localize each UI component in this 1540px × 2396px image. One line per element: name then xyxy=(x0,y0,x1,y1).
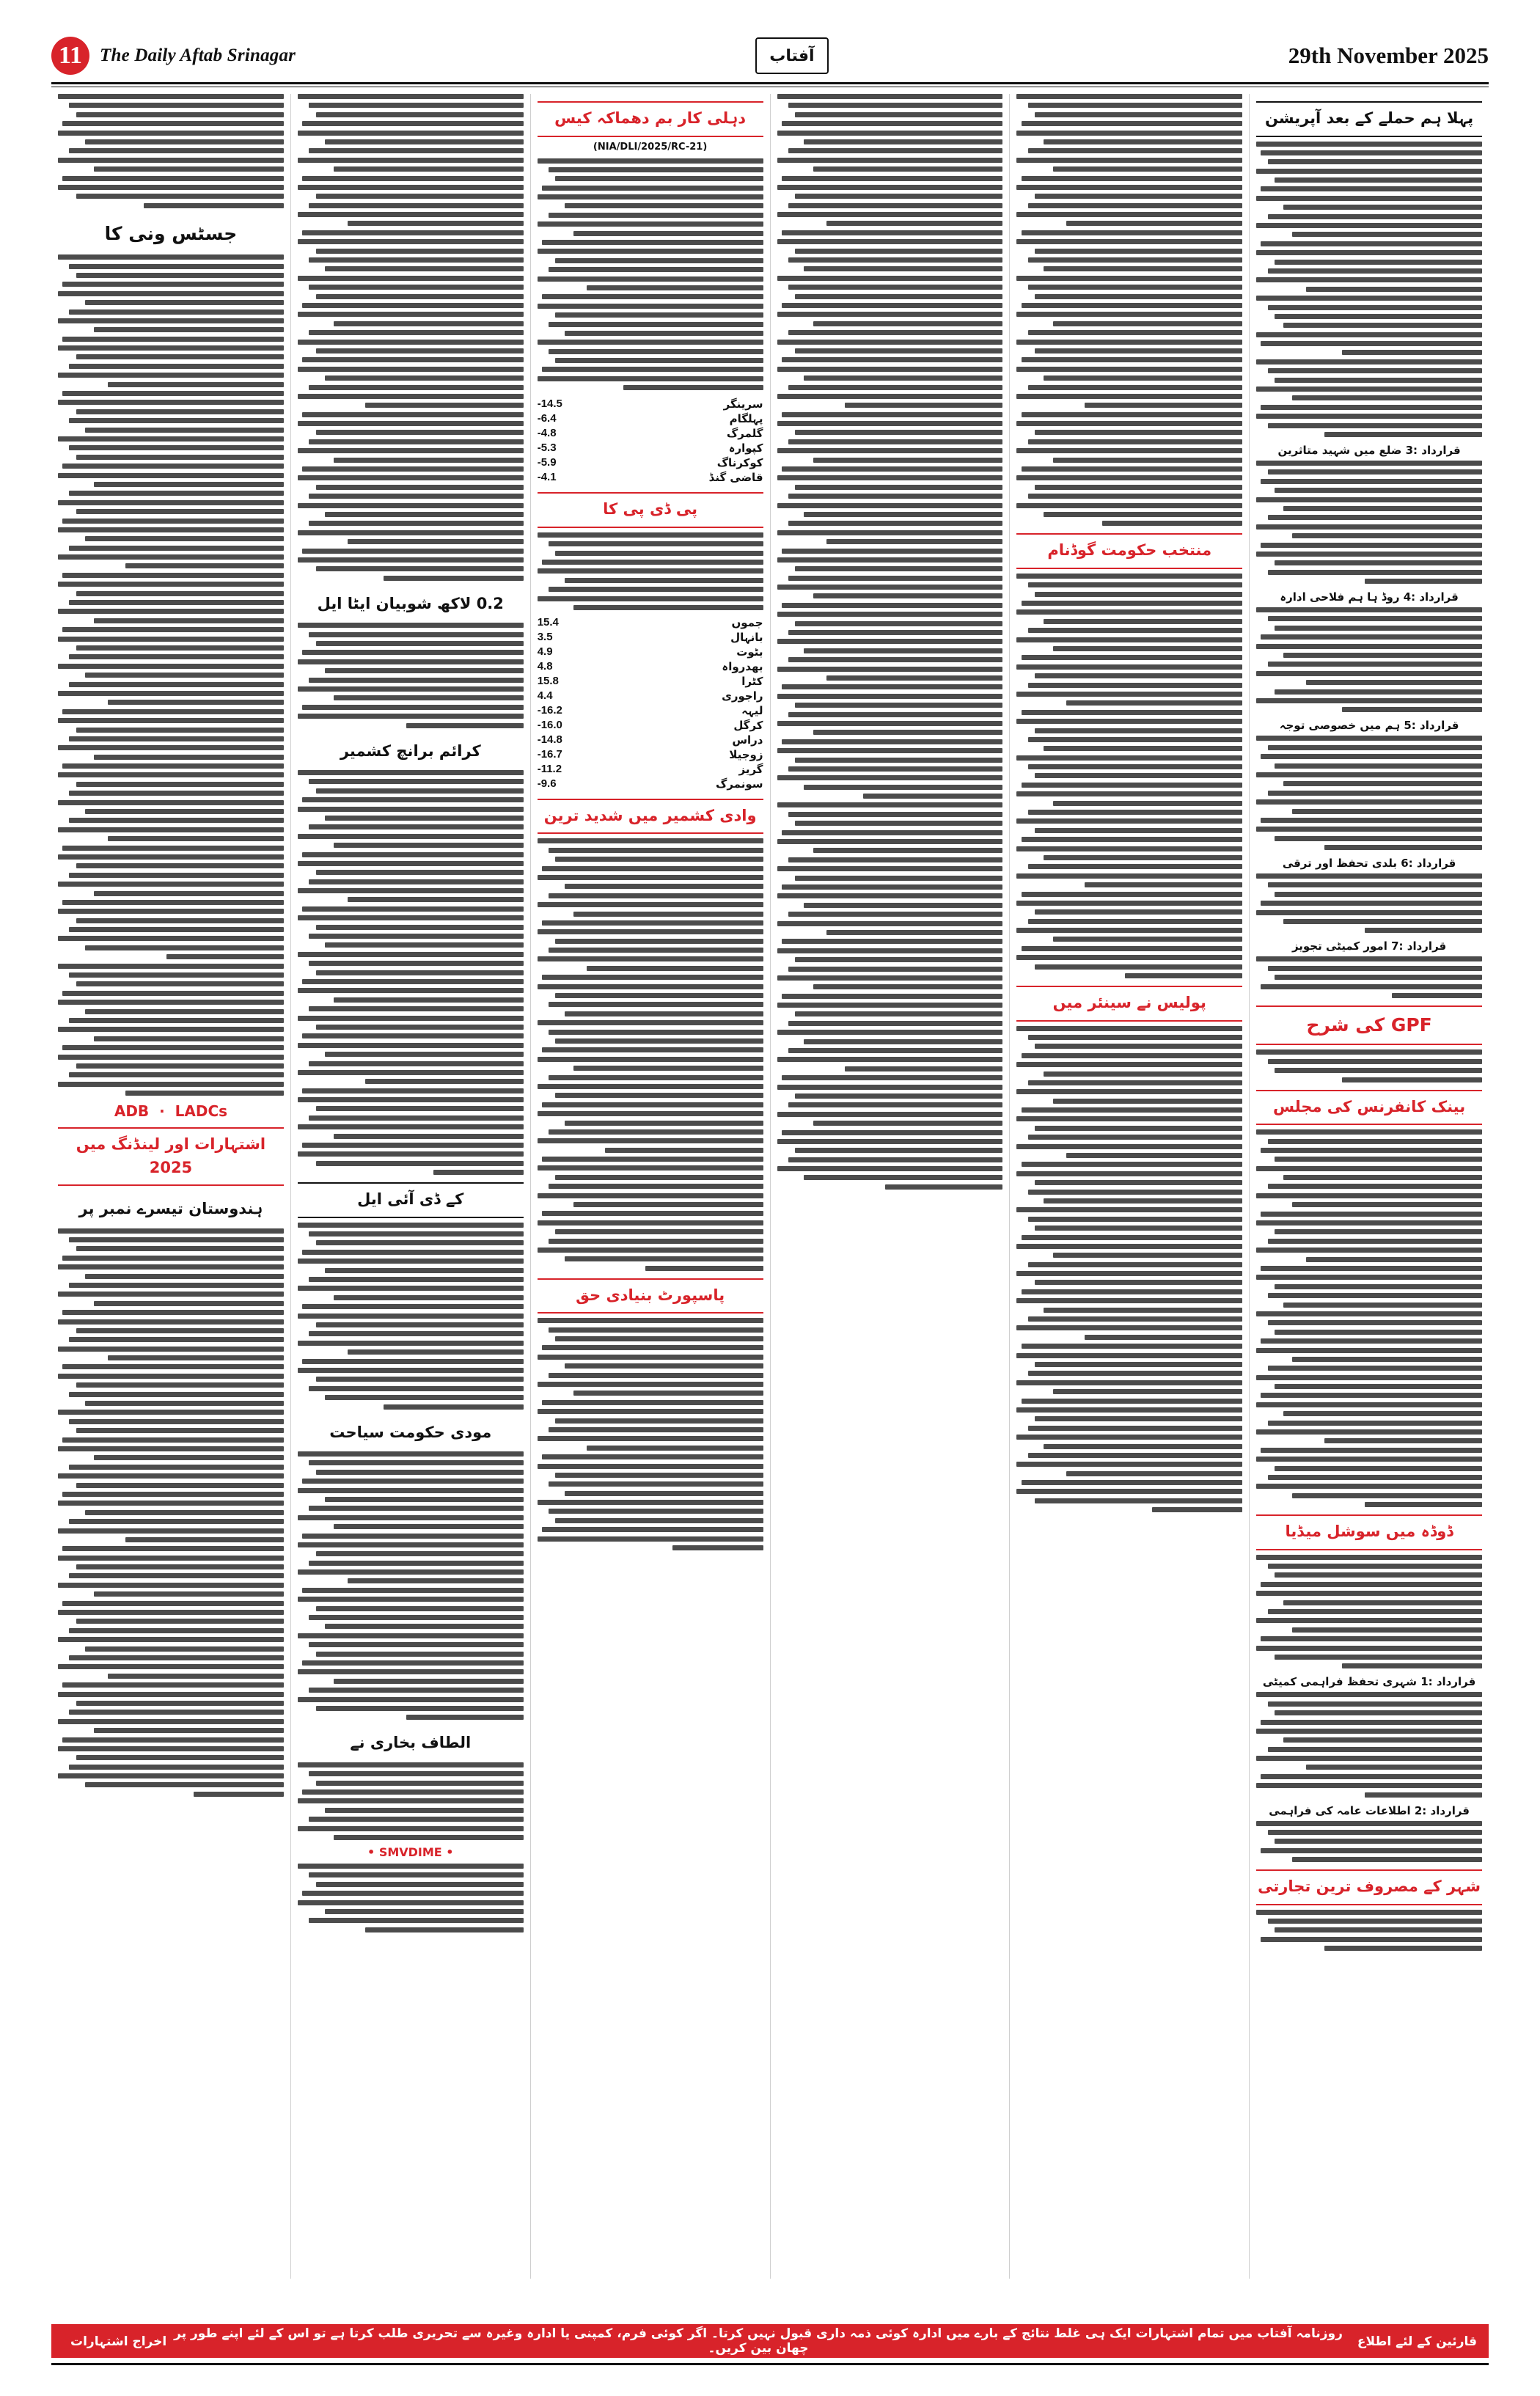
article-body xyxy=(1256,1555,1482,1669)
temp-value: 3.5 xyxy=(537,630,553,643)
article-body xyxy=(1256,873,1482,933)
article-body xyxy=(1256,1049,1482,1082)
article-body xyxy=(538,158,763,391)
headline-justice-wani: جسٹس ونی کا xyxy=(104,222,238,244)
table-row xyxy=(538,397,763,411)
resolution-4-heading: قرارداد :4 روڈ ہا ہم فلاحی ادارہ xyxy=(1280,590,1459,604)
article-body xyxy=(298,1223,524,1410)
column-5 xyxy=(290,94,530,2279)
temp-value: 16.0- xyxy=(537,718,562,731)
article-body xyxy=(58,254,284,1096)
temp-value: 11.2- xyxy=(537,762,562,775)
case-number: (NIA/DLI/2025/RC-21) xyxy=(593,141,708,153)
resolution-7-heading: قرارداد :7 امور کمیٹی تجویز xyxy=(1291,939,1447,953)
place-name: لیہہ xyxy=(741,703,763,717)
resolution-3-heading: قرارداد :3 ضلع میں شہید متاثرین xyxy=(1277,444,1461,457)
place-name: بٹوت xyxy=(736,645,763,659)
temp-value: 14.8- xyxy=(537,733,562,746)
place-name: کٹرا xyxy=(741,674,763,688)
temp-value: 5.3- xyxy=(537,442,557,455)
table-row xyxy=(538,645,763,659)
place-name: پہلگام xyxy=(729,412,763,426)
place-name: زوجیلا xyxy=(729,747,763,761)
table-row xyxy=(538,455,763,470)
table-row xyxy=(538,441,763,455)
article-body xyxy=(298,1864,524,1932)
table-row xyxy=(538,689,763,703)
place-name: گلمرگ xyxy=(726,427,763,441)
place-name: کپوارہ xyxy=(728,442,763,455)
table-row xyxy=(538,777,763,791)
article-body xyxy=(538,838,763,1270)
temp-value: 4.4 xyxy=(537,689,553,702)
place-name: دراس xyxy=(732,733,763,747)
temp-value: 6.4- xyxy=(537,412,557,425)
table-row xyxy=(538,411,763,426)
headline-gpf-rate: GPF کی شرح xyxy=(1256,1005,1482,1046)
column-2 xyxy=(1009,94,1249,2279)
article-body xyxy=(777,94,1003,1190)
paper-name: The Daily Aftab Srinagar xyxy=(100,45,296,65)
article-body xyxy=(538,1318,763,1550)
place-name: قاضی گنڈ xyxy=(708,471,763,485)
headline-busy-market: شہر کے مصروف ترین تجارتی xyxy=(1256,1869,1482,1905)
aftab-logo-icon: آفتاب xyxy=(755,37,829,74)
adb-label: ADB xyxy=(114,1102,150,1121)
article-body xyxy=(1256,461,1482,584)
column-grid xyxy=(51,94,1489,2279)
place-name: گریز xyxy=(738,762,763,776)
place-name: کرگل xyxy=(733,718,763,732)
headline-operation: پہلا ہم حملے کے بعد آپریشن xyxy=(1256,101,1482,137)
article-body xyxy=(298,1762,524,1840)
article-body xyxy=(1256,1910,1482,1952)
temp-value: 4.1- xyxy=(537,471,557,484)
headline-kdil: کے ڈی آئی ایل xyxy=(298,1182,524,1218)
headline-modi-tourism: مودی حکومت سیاحت xyxy=(329,1423,492,1441)
place-name: کوکرناگ xyxy=(716,456,763,470)
place-name: جموں xyxy=(731,615,763,629)
article-body xyxy=(298,770,524,1175)
article-body xyxy=(1256,607,1482,712)
headline-bank-conference: بینک کانفرنس کی مجلس xyxy=(1256,1090,1482,1126)
article-body xyxy=(1256,956,1482,998)
article-body xyxy=(58,94,284,208)
page-number: 11 xyxy=(51,37,89,75)
headline-delhi-car-blast: دہلی کار بم دھماکہ کیس xyxy=(538,101,763,137)
article-body xyxy=(1016,574,1242,978)
temp-value: 4.9 xyxy=(537,645,553,658)
readers-notice-label: قارئین کے لئے اطلاع xyxy=(1357,2334,1477,2349)
table-row xyxy=(538,674,763,689)
temp-value: 15.4 xyxy=(537,615,559,629)
table-row xyxy=(538,718,763,733)
table-row xyxy=(538,733,763,747)
headline-doda-social-media: ڈوڈہ میں سوشل میڈیا xyxy=(1256,1514,1482,1550)
article-body xyxy=(298,1451,524,1720)
table-row xyxy=(538,703,763,718)
table-row xyxy=(538,630,763,645)
resolution-5-heading: قرارداد :5 ہم میں خصوصی توجہ xyxy=(1279,719,1459,733)
headline-shopian-etal: 0.2 لاکھ شوبیان ایٹا ایل xyxy=(317,594,504,612)
article-body xyxy=(1256,142,1482,438)
headline-crime-branch: کرائم برانچ کشمیر xyxy=(340,741,481,760)
headline-valley-cold: وادی کشمیر میں شدید ترین xyxy=(538,799,763,835)
adb-ladcs-label: ADB · LADCs xyxy=(114,1102,228,1121)
resolution-1-heading: قرارداد :1 شہری تحفظ فراہمی کمیٹی xyxy=(1262,1675,1476,1689)
article-body xyxy=(1016,94,1242,526)
table-row xyxy=(538,426,763,441)
place-name: بھدرواہ xyxy=(722,659,763,673)
masthead-left xyxy=(51,37,296,75)
column-3 xyxy=(770,94,1010,2279)
temp-value: 15.8 xyxy=(537,674,559,687)
place-name: بانہال xyxy=(730,630,763,644)
table-row xyxy=(538,615,763,630)
temp-value: 14.5- xyxy=(537,397,562,411)
temp-value: 4.8- xyxy=(537,427,557,440)
temp-value: 16.2- xyxy=(537,703,562,717)
article-body xyxy=(298,623,524,728)
masthead xyxy=(51,32,1489,79)
ladcs-label: LADCs xyxy=(175,1102,228,1121)
smvdime-label: • SMVDIME • xyxy=(367,1844,454,1859)
temp-value: 4.8 xyxy=(537,659,553,673)
temperature-table xyxy=(538,397,763,485)
footer-rule xyxy=(51,2363,1489,2365)
headline-india-third: ہندوستان تیسرے نمبر پر xyxy=(78,1200,263,1218)
article-body xyxy=(58,1228,284,1797)
place-name: سرینگر xyxy=(723,397,763,411)
table-row xyxy=(538,470,763,485)
place-name: راجوری xyxy=(722,689,763,703)
temp-value: 9.6- xyxy=(537,777,557,790)
headline-police-senior: پولیس نے سینئر میں xyxy=(1016,986,1242,1022)
footer-notice-banner xyxy=(51,2324,1489,2358)
temp-value: 16.7- xyxy=(537,747,562,761)
article-body xyxy=(538,532,763,610)
footer-notice-text: روزنامہ آفتاب میں تمام اشتہارات ایک ہی غلط نتائج کے بارے میں ادارہ کوئی ذمہ داری قبول نہیں کرتا۔ اگر کوئی فرم، کمپنی یا ادارہ وغیرہ سے تحریری طلب کرتا ہے تو اس کے لئے اپنے طور پر چھان بین کریں۔ xyxy=(174,2326,1343,2356)
column-1 xyxy=(1249,94,1489,2279)
resolution-6-heading: قرارداد :6 بلدی تحفظ اور ترقی xyxy=(1282,857,1456,871)
headline-pdp: پی ڈی پی کا xyxy=(538,492,763,528)
article-body xyxy=(1256,1692,1482,1797)
column-4 xyxy=(530,94,770,2279)
article-body xyxy=(1256,1129,1482,1507)
article-body xyxy=(1256,736,1482,850)
headline-elected-government: منتخب حکومت گوڈنام xyxy=(1016,533,1242,569)
headline-passport-right: پاسپورٹ بنیادی حق xyxy=(538,1278,763,1314)
table-row xyxy=(538,747,763,762)
resolution-2-heading: قرارداد :2 اطلاعات عامہ کی فراہمی xyxy=(1269,1803,1470,1817)
temp-value: 5.9- xyxy=(537,456,557,469)
ads-tag: اخراج اشتہارات xyxy=(70,2334,167,2349)
issue-date: 29th November 2025 xyxy=(1288,43,1489,68)
place-name: سونمرگ xyxy=(715,777,763,791)
article-body xyxy=(1016,1026,1242,1513)
table-row xyxy=(538,762,763,777)
headline-advertising-2025: اشتہارات اور لینڈنگ میں 2025 xyxy=(58,1127,284,1186)
article-body xyxy=(298,94,524,581)
headline-altaf-bukhari: الطاف بخاری نے xyxy=(350,1734,472,1752)
table-row xyxy=(538,659,763,674)
masthead-rule xyxy=(51,82,1489,84)
temperature-table-2 xyxy=(538,615,763,791)
column-6 xyxy=(51,94,290,2279)
article-body xyxy=(1256,1821,1482,1863)
